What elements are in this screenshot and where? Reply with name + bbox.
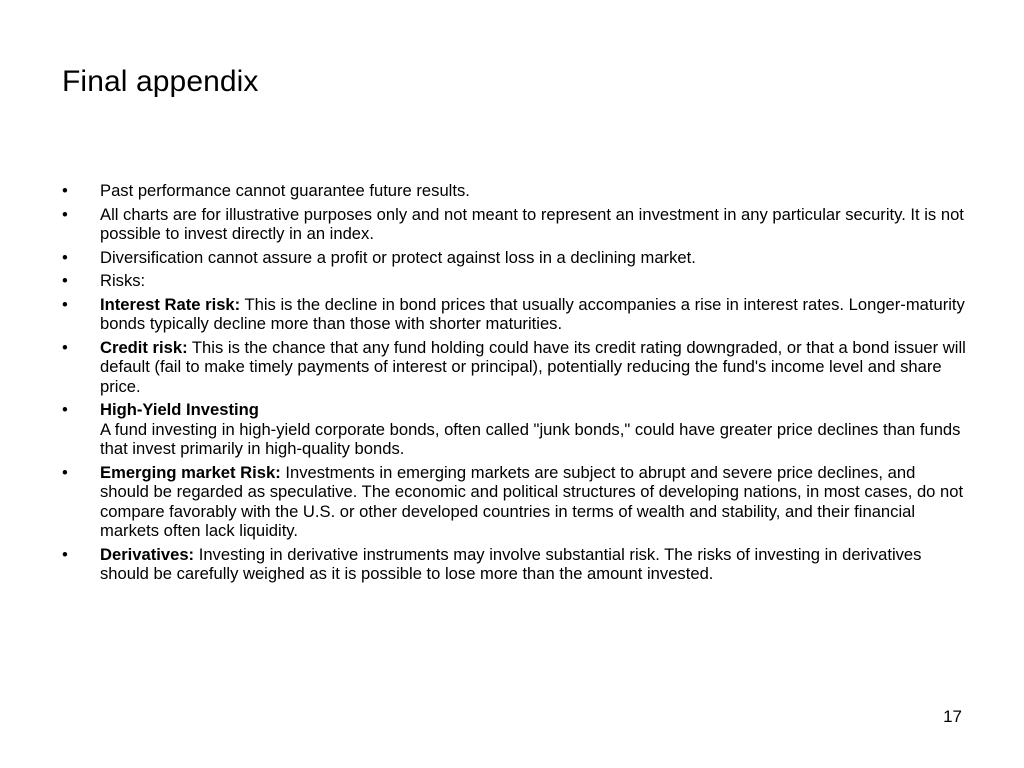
bullet-diversification [62, 248, 967, 268]
page-number: 17 [943, 707, 962, 726]
bullet-interest-rate-risk [62, 295, 967, 334]
bullet-credit-risk [62, 338, 967, 397]
bullet-risks-heading [62, 271, 967, 291]
bullet-text: Risks: [100, 271, 146, 290]
bullet-icon: • [62, 337, 68, 357]
bullet-icon: • [62, 462, 68, 482]
bullet-derivatives [62, 545, 967, 584]
risk-term: Emerging market Risk: [100, 462, 281, 482]
bullet-content [100, 545, 967, 584]
risk-description: Investments in emerging markets are subject to abrupt and severe price declines, and should be regarded as speculative. The economic and political structures of developing nations, in most cases, do not compare favorably with the U.S. or other developed countries in terms of wealth and stability, and their financial markets often lack liquidity. [100, 462, 964, 540]
risk-description: Investing in derivative instruments may involve substantial risk. The risks of investing in derivatives should be carefully weighed as it is possible to lose more than the amount invested. [100, 544, 922, 583]
bullet-content [100, 295, 967, 334]
bullet-high-yield-investing [62, 400, 967, 459]
bullet-emerging-market-risk [62, 463, 967, 541]
bullet-icon: • [62, 294, 68, 314]
slide-title: Final appendix [62, 65, 259, 98]
bullet-content [100, 338, 967, 397]
risk-term: Interest Rate risk: [100, 294, 241, 314]
risk-description: This is the chance that any fund holding could have its credit rating downgraded, or that a bond issuer will default (fail to make timely payments of interest or principal), potentially reducing the fund's income level and share price. [100, 337, 966, 396]
bullet-icon: • [62, 247, 68, 267]
risk-description: A fund investing in high-yield corporate bonds, often called "junk bonds," could have greater price declines than funds that invest primarily in high-quality bonds. [100, 419, 961, 458]
bullet-past-performance [62, 181, 967, 201]
risk-term: Credit risk: [100, 337, 188, 357]
bullet-content [100, 463, 967, 541]
disclosure-list [62, 181, 967, 588]
bullet-icon: • [62, 204, 68, 224]
bullet-text: Past performance cannot guarantee future results. [100, 181, 470, 200]
bullet-text: All charts are for illustrative purposes only and not meant to represent an investment in any particular security. It is not possible to invest directly in an index. [100, 204, 964, 243]
bullet-content [100, 400, 967, 459]
bullet-illustrative-charts [62, 205, 967, 244]
bullet-icon: • [62, 271, 68, 290]
risk-term: Derivatives: [100, 544, 195, 564]
risk-term: High-Yield Investing [100, 400, 259, 419]
bullet-text: Diversification cannot assure a profit or protect against loss in a declining market. [100, 247, 696, 267]
bullet-icon: • [62, 400, 68, 419]
bullet-icon: • [62, 181, 68, 200]
risk-description: This is the decline in bond prices that usually accompanies a rise in interest rates. Longer-maturity bonds typically decline more than those with shorter maturities. [100, 294, 965, 333]
bullet-icon: • [62, 544, 68, 564]
